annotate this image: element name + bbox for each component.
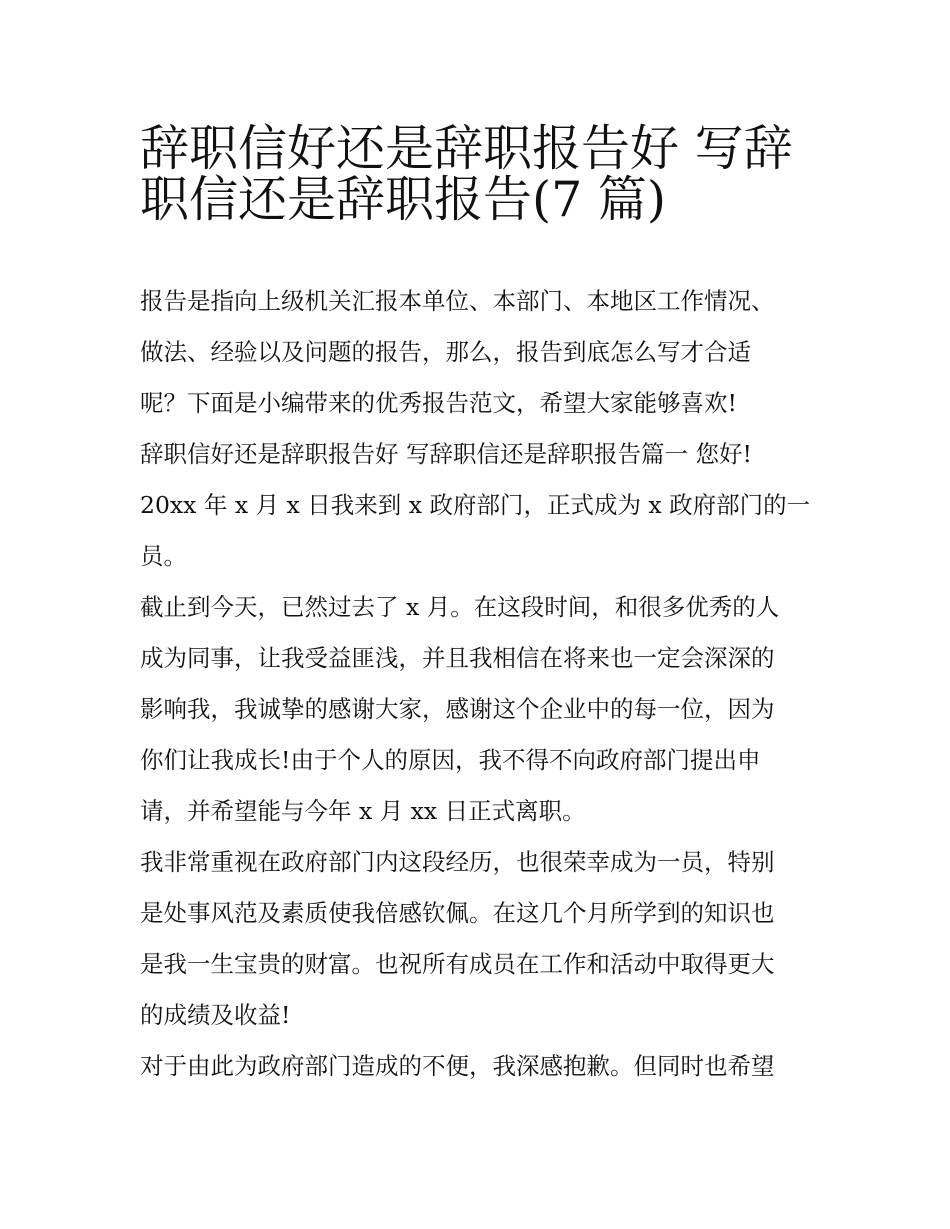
body-line: 截止到今天，已然过去了 x 月。在这段时间，和很多优秀的人 — [140, 593, 780, 621]
body-line: 是处事风范及素质使我倍感钦佩。在这几个月所学到的知识也 — [140, 899, 775, 927]
document-body — [140, 276, 816, 1092]
title-line: 辞职信好还是辞职报告好 写辞 — [140, 120, 793, 177]
body-line: 的成绩及收益! — [140, 1001, 291, 1029]
body-line: 辞职信好还是辞职报告好 写辞职信还是辞职报告篇一 您好! — [140, 440, 752, 468]
body-line: 报告是指向上级机关汇报本单位、本部门、本地区工作情况、 — [140, 287, 775, 315]
body-line: 是我一生宝贵的财富。也祝所有成员在工作和活动中取得更大 — [140, 950, 775, 978]
document-title — [140, 112, 820, 228]
body-line: 影响我，我诚挚的感谢大家，感谢这个企业中的每一位，因为 — [140, 695, 775, 723]
body-line: 呢？下面是小编带来的优秀报告范文，希望大家能够喜欢! — [140, 389, 737, 417]
body-line: 做法、经验以及问题的报告，那么，报告到底怎么写才合适 — [140, 338, 751, 366]
body-line: 你们让我成长!由于个人的原因，我不得不向政府部门提出申 — [140, 746, 761, 774]
body-line: 对于由此为政府部门造成的不便，我深感抱歉。但同时也希望 — [140, 1052, 775, 1080]
body-line: 员。 — [140, 542, 187, 570]
body-line: 请，并希望能与今年 x 月 xx 日正式离职。 — [140, 797, 586, 825]
body-line: 我非常重视在政府部门内这段经历，也很荣幸成为一员，特别 — [140, 848, 775, 876]
body-line: 成为同事，让我受益匪浅，并且我相信在将来也一定会深深的 — [140, 644, 775, 672]
title-line: 职信还是辞职报告(7 篇) — [140, 171, 666, 228]
body-line: 20xx 年 x 月 x 日我来到 x 政府部门，正式成为 x 政府部门的一 — [140, 491, 811, 519]
